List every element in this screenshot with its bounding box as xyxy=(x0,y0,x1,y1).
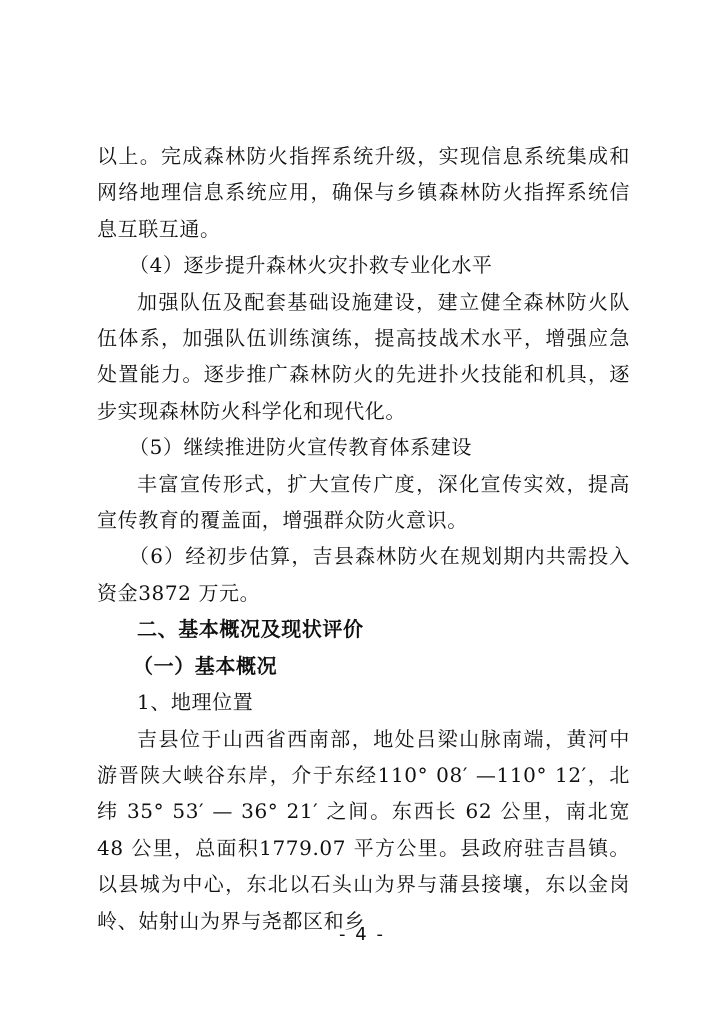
subsection-6-investment: （6）经初步估算，吉县森林防火在规划期内共需投入资金3872 万元。 xyxy=(97,544,630,605)
subsection-4-title: （4）逐步提升森林火灾扑救专业化水平 xyxy=(129,253,493,278)
paragraph-geography: 吉县位于山西省西南部，地处吕梁山脉南端，黄河中游晋陕大峡谷东岸，介于东经110° 08′ —110° 12′，北纬 35° 53′ — 36° 21′ 之间。东西长 62 公里，南北宽 48 公里，总面积1779.07 平方公里。县政府驻吉昌镇。以县城为中心，东北以石头山为界与蒲县接壤，东以金岗岭、姑射山为界与尧都区和乡 xyxy=(97,726,630,933)
page-number: - 4 - xyxy=(339,924,385,945)
paragraph-continuation: 以上。完成森林防火指挥系统升级，实现信息系统集成和网络地理信息系统应用，确保与乡镇森林防火指挥系统信息互联互通。 xyxy=(97,144,630,241)
subsection-5-title: （5）继续推进防火宣传教育体系建设 xyxy=(129,435,472,460)
item-heading-geography: 1、地理位置 xyxy=(137,690,254,715)
subsection-heading-basic-situation: （一）基本概况 xyxy=(133,653,278,678)
section-heading-basic-overview: 二、基本概况及现状评价 xyxy=(137,617,364,642)
paragraph-publicity: 丰富宣传形式，扩大宣传广度，深化宣传实效，提高宣传教育的覆盖面，增强群众防火意识。 xyxy=(97,471,630,533)
document-body xyxy=(97,138,630,939)
paragraph-team-building: 加强队伍及配套基础设施建设，建立健全森林防火队伍体系，加强队伍训练演练，提高技战术水平，增强应急处置能力。逐步推广森林防火的先进扑火技能和机具，逐步实现森林防火科学化和现代化。 xyxy=(97,289,630,423)
